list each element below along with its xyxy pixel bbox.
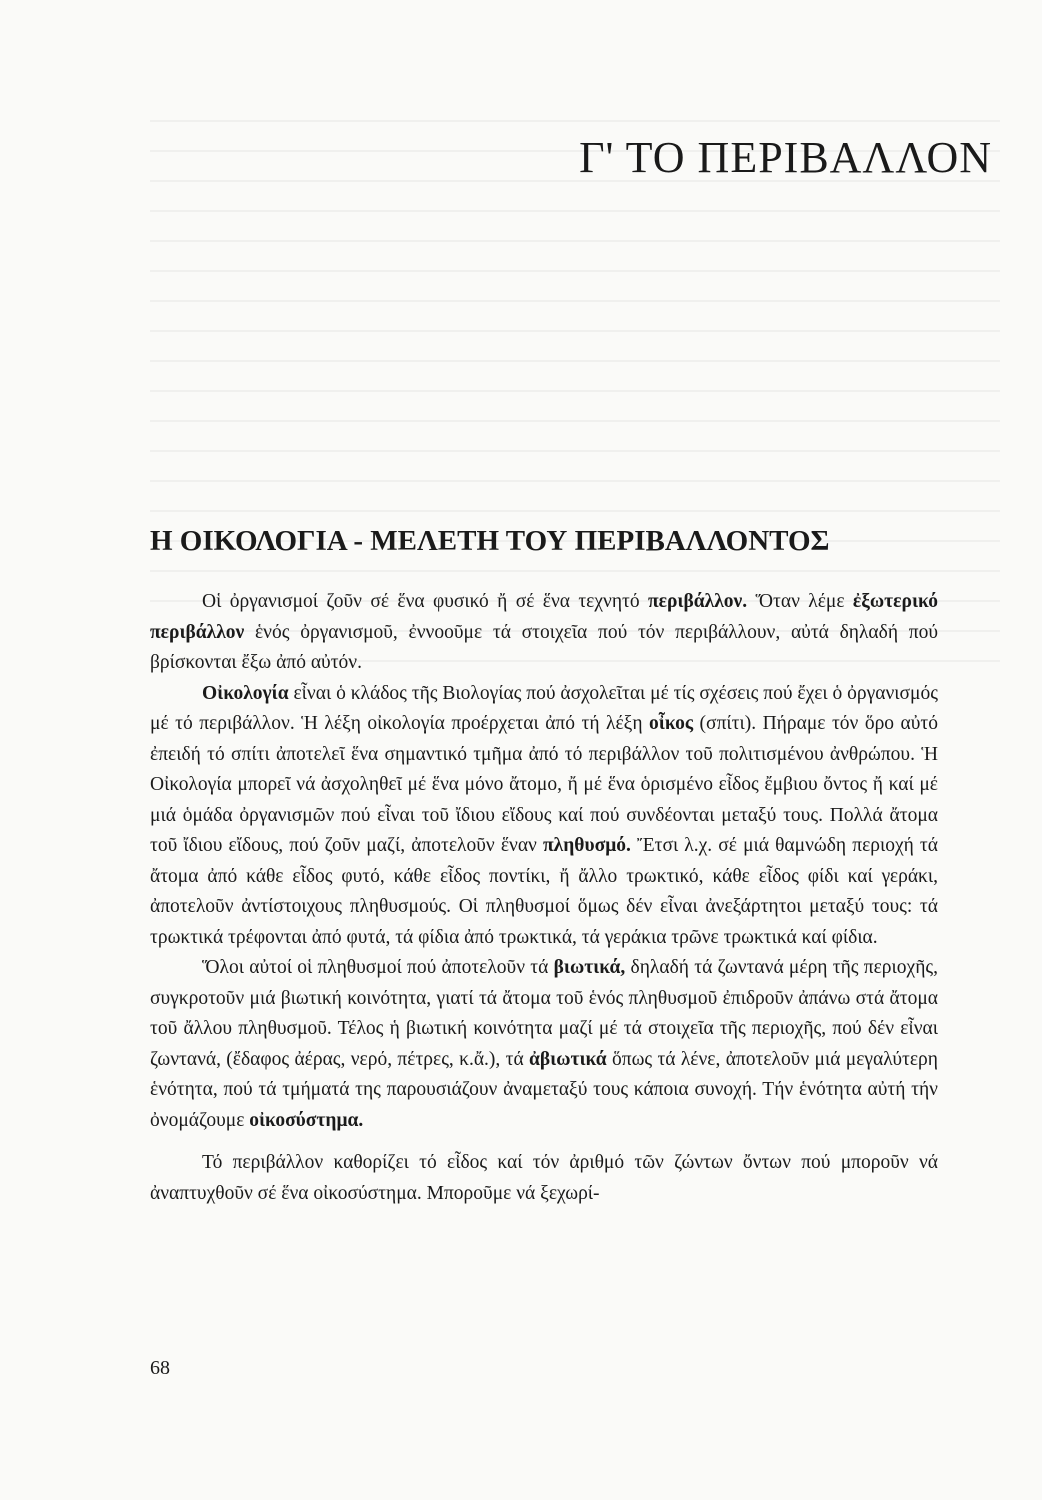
paragraph-4 — [150, 1148, 938, 1209]
term-external-environment: ἐξωτερικό περιβάλλον — [150, 591, 938, 643]
term-abiotic: ἀβιωτικά — [529, 1048, 607, 1070]
text-run: Τό περιβάλλον καθορίζει τό εἶδος καί τόν ἀριθμό τῶν ζώντων ὄντων πού μποροῦν νά ἀναπτυχθοῦν σέ ἕνα οἰκοσύστημα. Μποροῦμε νά ξεχωρί- — [150, 1152, 938, 1204]
text-run: ὅπως τά λένε, ἀποτελοῦν μιά μεγαλύτερη ἑνότητα, πού τά τμήματά της παρουσιάζουν ἀναμεταξύ τους κάποια συνοχή. Τήν ἑνότητα αὐτή τήν ὀνομάζουμε — [150, 1048, 938, 1131]
term-oikos: οἶκος — [649, 713, 694, 734]
term-ecology: Οἰκολογία — [202, 682, 289, 704]
section-title: Η ΟΙΚΟΛΟΓΙΑ - ΜΕΛΕΤΗ ΤΟΥ ΠΕΡΙΒΑΛΛΟΝΤΟΣ — [150, 525, 830, 557]
text-run: Οἱ ὀργανισμοί ζοῦν σέ ἕνα φυσικό ἤ σέ ἕνα τεχνητό — [202, 591, 648, 612]
paragraph-1 — [150, 587, 938, 679]
text-run: δηλαδή τά ζωντανά μέρη τῆς περιοχῆς, συγκροτοῦν μιά βιωτική κοινότητα, γιατί τά ἄτομα τοῦ ἑνός πληθυσμοῦ ἐπιδροῦν ἀπάνω στά ἄτομα τοῦ ἄλλου πληθυσμοῦ. Τέλος ἡ βιωτική κοινότητα μαζί μέ τά στοιχεῖα τῆς περιοχῆς, πού δέν εἶναι ζωντανά, (ἔδαφος ἀέρας, νερό, πέτρες, κ.ἄ.), τά — [150, 957, 938, 1070]
paragraph-2 — [150, 679, 938, 954]
term-ecosystem: οἰκοσύστημα. — [249, 1109, 364, 1131]
body-text — [150, 587, 938, 1209]
term-population: πληθυσμό. — [542, 835, 631, 856]
text-run: Ὅταν λέμε — [747, 591, 853, 612]
term-biotic: βιωτικά, — [553, 957, 626, 978]
page-number: 68 — [150, 1357, 170, 1379]
text-run: Ἔτσι λ.χ. σέ μιά θαμνώδη περιοχή τά ἄτομα ἀπό κάθε εἶδος φυτό, κάθε εἶδος ποντίκι, ἤ ἄλλο τρωκτικό, κάθε εἶδος φίδι καί γεράκι, ἀποτελοῦν ἀντίστοιχους πληθυσμούς. Οἱ πληθυσμοί ὅμως δέν εἶναι ἀνεξάρτητοι μεταξύ τους: τά τρωκτικά τρέφονται ἀπό φυτά, τά φίδια ἀπό τρωκτικά, τά γεράκια τρῶνε τρωκτικά καί φίδια. — [150, 835, 938, 948]
chapter-title: Γ' ΤΟ ΠΕΡΙΒΑΛΛΟΝ — [579, 133, 992, 182]
paragraph-3 — [150, 953, 938, 1136]
term-environment: περιβάλλον. — [647, 591, 748, 612]
text-run: (σπίτι). Πήραμε τόν ὅρο αὐτό ἐπειδή τό σπίτι ἀποτελεῖ ἕνα σημαντικό τμῆμα ἀπό τό περιβάλλον τοῦ πολιτισμένου ἀνθρώπου. Ἡ Οἰκολογία μπορεῖ νά ἀσχοληθεῖ μέ ἕνα μόνο ἄτομο, ἤ μέ ἕνα ὁρισμένο εἶδος ἔμβιου ὄντος ἤ καί μέ μιά ὁμάδα ὀργανισμῶν πού εἶναι τοῦ ἴδιου εἴδους καί πού συνδέονται μεταξύ τους. Πολλά ἄτομα τοῦ ἴδιου εἴδους, πού ζοῦν μαζί, ἀποτελοῦν ἕναν — [150, 713, 938, 856]
text-run: Ὅλοι αὐτοί οἱ πληθυσμοί πού ἀποτελοῦν τά — [202, 957, 554, 978]
text-run: εἶναι ὁ κλάδος τῆς Βιολογίας πού ἀσχολεῖται μέ τίς σχέσεις πού ἔχει ὁ ὀργανισμός μέ τό περιβάλλον. Ἡ λέξη οἰκολογία προέρχεται ἀπό τή λέξη — [150, 682, 938, 734]
text-run: ἑνός ὀργανισμοῦ, ἐννοοῦμε τά στοιχεῖα πού τόν περιβάλλουν, αὐτά δηλαδή πού βρίσκονται ἔξω ἀπό αὐτόν. — [150, 621, 938, 673]
